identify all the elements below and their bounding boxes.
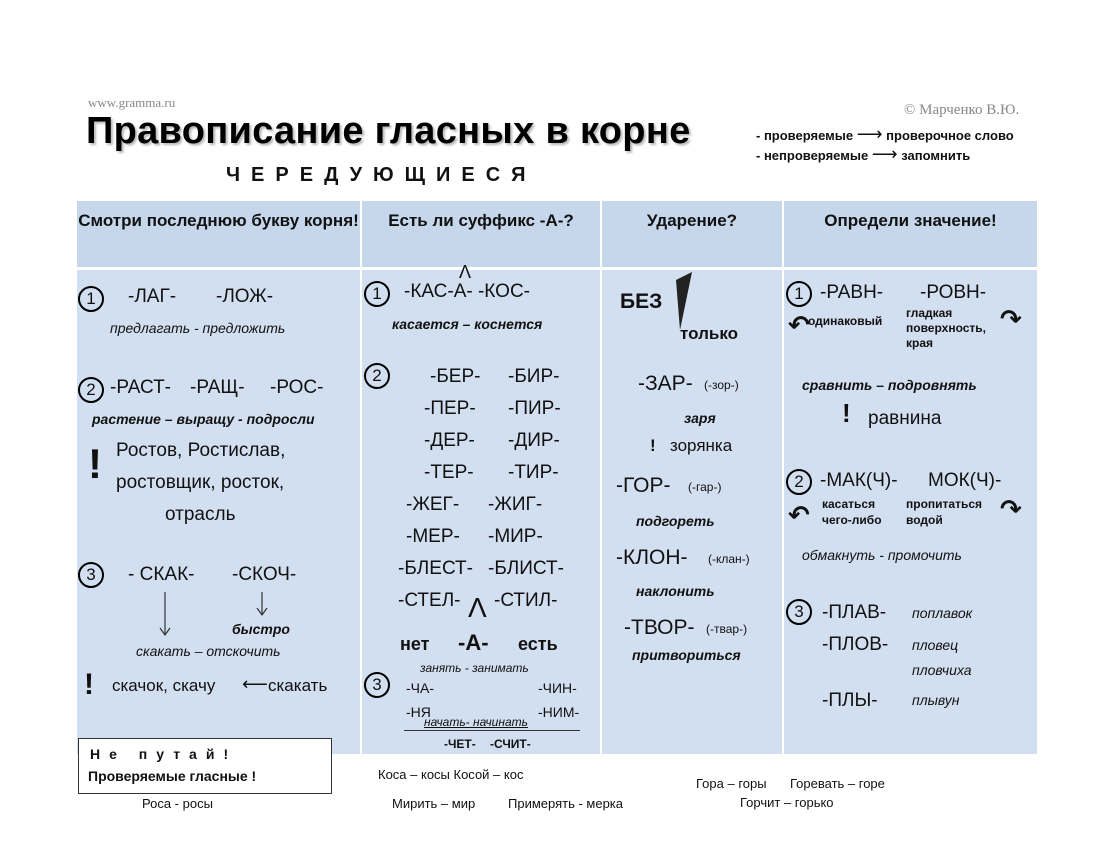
example-poplavok: поплавок [912, 605, 973, 621]
number-badge: 1 [364, 281, 390, 307]
root-nya: -НЯ [406, 704, 431, 720]
root-ravn: -РАВН- [820, 282, 884, 303]
site-url: www.gramma.ru [88, 95, 176, 110]
example-sravnit: сравнить – подровнять [802, 377, 977, 393]
label-yes: есть [518, 634, 558, 654]
root-chin: -ЧИН- [538, 680, 577, 696]
example-pritvoritsya: притвориться [632, 647, 741, 663]
root-mok: МОК(Ч)- [928, 470, 1002, 491]
legend-check-word: проверочное слово [886, 128, 1014, 143]
root-skak: - СКАК- [128, 564, 195, 585]
pair-right: -ПИР- [508, 398, 561, 419]
number-badge: 1 [786, 281, 812, 307]
page-title: Правописание гласных в корне [86, 110, 691, 152]
example-zarya: заря [684, 410, 716, 426]
legend-remember: запомнить [901, 148, 971, 163]
root-gar: (-гар-) [688, 480, 722, 494]
pair-mirit: Мирить – мир [392, 796, 476, 811]
label-no: нет [400, 634, 430, 654]
legend-unchecked: - непроверяемые [756, 148, 869, 163]
number-badge: 2 [78, 377, 104, 403]
label-bez: БЕЗ [620, 290, 663, 313]
legend-row-2 [756, 144, 970, 165]
pair-left: -ТЕР- [424, 462, 474, 483]
arrow-right-icon: ⟶ [856, 124, 883, 144]
pair-gorevat: Горевать – горе [790, 776, 885, 791]
stress-mark-icon: Λ [468, 592, 487, 623]
stress-mark-icon: Λ [459, 262, 472, 282]
root-ply: -ПЛЫ- [822, 690, 878, 711]
column-header-stress: Ударение? [602, 201, 782, 267]
pair-right: -СТИЛ- [494, 590, 558, 611]
example-kas: касается – коснется [392, 316, 543, 332]
meaning-same: одинаковый [808, 314, 883, 328]
exception-ravnina: равнина [868, 408, 942, 429]
column-divider [782, 201, 784, 754]
root-cha: -ЧА- [406, 680, 434, 696]
page-subtitle: ЧЕРЕДУЮЩИЕСЯ [226, 164, 537, 186]
pair-left: -ПЕР- [424, 398, 476, 419]
pair-right: -МИР- [488, 526, 543, 547]
root-gor: -ГОР- [616, 474, 671, 497]
curve-arrow-icon: ↷ [1000, 494, 1022, 524]
column-header-suffix: Есть ли суффикс -А-? [362, 201, 600, 267]
exception-skakat: скакать [268, 676, 328, 695]
meaning-smooth: гладкая поверхность, края [906, 306, 986, 350]
exception-line-1: Ростов, Ростислав, [116, 440, 286, 461]
exclamation-icon: ! [84, 668, 94, 701]
example-obmaknut: обмакнуть - промочить [802, 547, 962, 563]
curve-arrow-icon: ↷ [1000, 304, 1022, 334]
exception-skachok: скачок, скачу [112, 676, 216, 695]
root-nim: -НИМ- [538, 704, 580, 720]
curve-arrow-icon: ↶ [788, 500, 810, 530]
arrow-left-icon: ⟵ [242, 674, 268, 694]
root-klan: (-клан-) [708, 552, 750, 566]
legend-row-1 [756, 124, 1014, 145]
exception-line-3: отрасль [165, 504, 236, 525]
number-badge: 3 [364, 672, 390, 698]
root-rovn: -РОВН- [920, 282, 987, 303]
pair-right: -БЛИСТ- [488, 558, 564, 579]
root-zor: (-зор-) [704, 378, 739, 392]
root-chet: -ЧЕТ- [444, 737, 476, 751]
pair-right: -ТИР- [508, 462, 559, 483]
exclamation-icon: ! [842, 398, 851, 428]
column-divider [600, 201, 602, 754]
example-2: растение – выращу - подросли [92, 411, 315, 427]
exception-zoryanka: зорянка [670, 436, 733, 455]
pair-gora: Гора – горы [696, 776, 767, 791]
example-plyvun: плывун [912, 692, 960, 708]
pair-right: -БИР- [508, 366, 560, 387]
example-zanyat: занять - занимать [420, 661, 529, 675]
number-badge: 1 [78, 286, 104, 312]
header-divider [77, 267, 1037, 270]
label-only: только [680, 324, 738, 343]
pair-left: -БЕР- [430, 366, 481, 387]
copyright: © Марченко В.Ю. [904, 102, 1020, 118]
example-podgoret: подгореть [636, 513, 715, 529]
number-badge: 2 [786, 469, 812, 495]
example-3a: быстро [232, 621, 290, 637]
root-schit: -СЧИТ- [490, 737, 531, 751]
meaning-soak: пропитаться водой [906, 497, 983, 527]
column-divider [360, 201, 362, 754]
arrow-right-icon: ⟶ [871, 144, 898, 164]
example-plovchikha: пловчиха [912, 662, 972, 678]
column-header-last-letter: Смотри последнюю букву корня! [77, 201, 360, 267]
pair-left: -ЖЕГ- [406, 494, 460, 515]
root-kas-kos: -КАС-А- -КОС- [404, 281, 530, 302]
meaning-touch: касаться чего-либо [822, 497, 882, 527]
root-klon: -КЛОН- [616, 546, 688, 569]
pair-gorchit: Горчит – горько [740, 795, 834, 810]
number-badge: 3 [786, 599, 812, 625]
box-subtitle: Проверяемые гласные ! [88, 768, 257, 784]
curve-arrow-icon: ↶ [788, 310, 810, 340]
pair-right: -ДИР- [508, 430, 560, 451]
number-badge: 2 [364, 363, 390, 389]
example-naklonit: наклонить [636, 583, 715, 599]
pair-right: -ЖИГ- [488, 494, 543, 515]
root-tvar: (-твар-) [706, 622, 748, 636]
root-lozh: -ЛОЖ- [216, 286, 274, 307]
pair-left: -СТЕЛ- [398, 590, 461, 611]
pair-primeryat: Примерять - мерка [508, 796, 624, 811]
root-mak: -МАК(Ч)- [820, 470, 898, 491]
exclamation-icon: ! [650, 436, 656, 455]
pair-rosa: Роса - росы [142, 796, 213, 811]
example-plovets: пловец [912, 637, 959, 653]
example-nachat: начать- начинать [424, 715, 528, 729]
exclamation-icon: ! [88, 440, 102, 487]
root-plav: -ПЛАВ- [822, 602, 887, 623]
root-lag: -ЛАГ- [128, 286, 177, 307]
pair-left: -МЕР- [406, 526, 460, 547]
legend-checked: - проверяемые [756, 128, 854, 143]
root-skoch: -СКОЧ- [232, 564, 297, 585]
stress-wedge-icon [672, 272, 694, 332]
pair-left: -БЛЕСТ- [398, 558, 473, 579]
column-header-meaning: Определи значение! [784, 201, 1037, 267]
pair-left: -ДЕР- [424, 430, 475, 451]
root-zar: -ЗАР- [638, 372, 693, 395]
pair-kosa: Коса – косы Косой – кос [378, 767, 524, 782]
example-1: предлагать - предложить [110, 320, 286, 336]
number-badge: 3 [78, 562, 104, 588]
divider-line [404, 730, 580, 731]
root-plov: -ПЛОВ- [822, 634, 889, 655]
box-title: Не путай! [90, 746, 238, 762]
root-rasch: -РАЩ- [190, 377, 245, 398]
example-3b: скакать – отскочить [136, 643, 281, 659]
exception-line-2: ростовщик, росток, [116, 472, 285, 493]
root-ros: -РОС- [270, 377, 324, 398]
root-tvor: -ТВОР- [624, 616, 695, 639]
root-rast: -РАСТ- [110, 377, 172, 398]
suffix-a: -А- [458, 630, 489, 655]
